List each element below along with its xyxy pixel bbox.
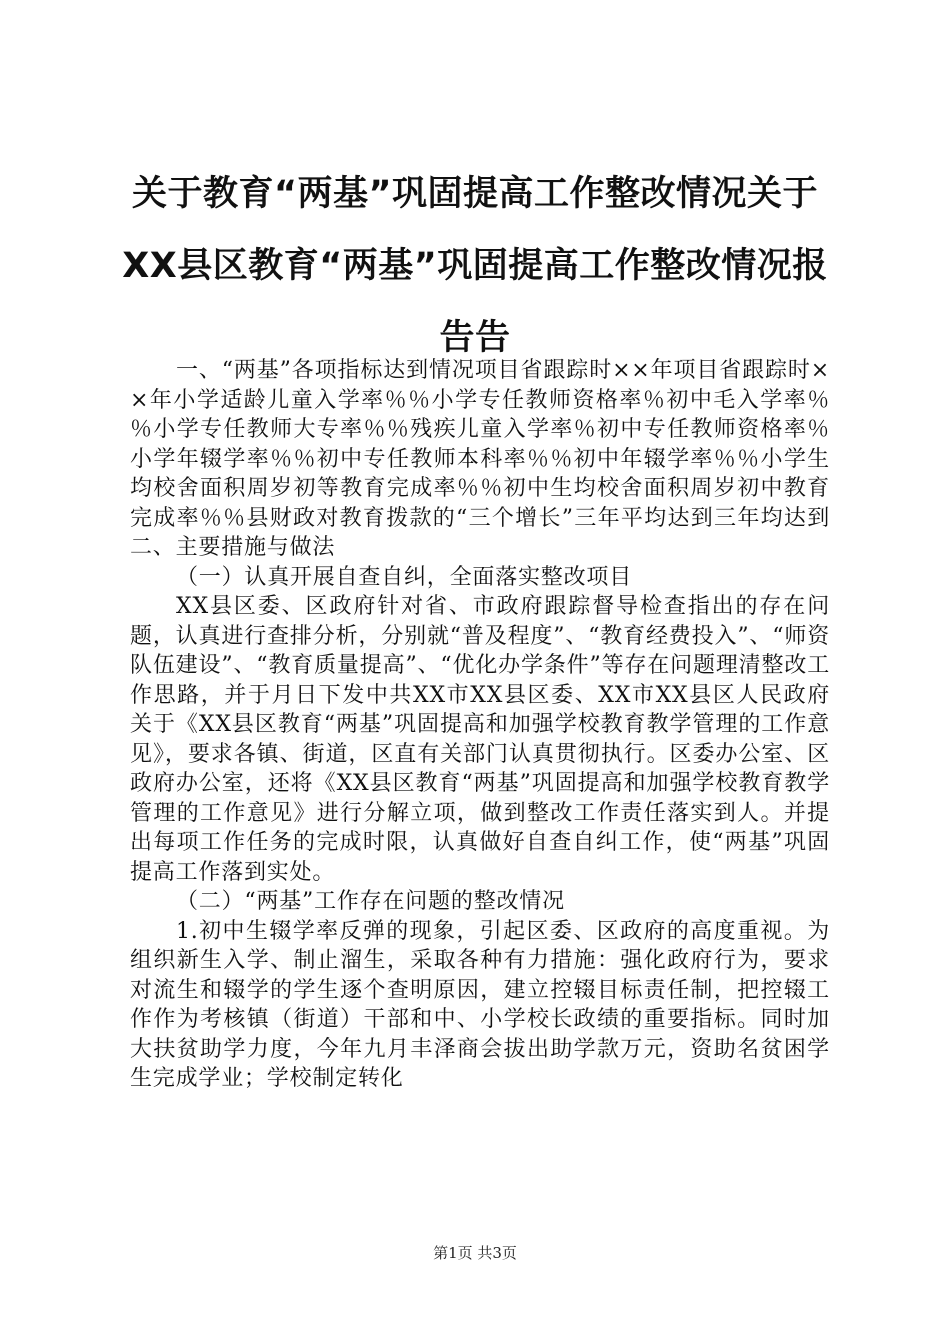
paragraph-indicators: 一、“两基”各项指标达到情况项目省跟踪时××年项目省跟踪时××年小学适龄儿童入学率％％小学专任教师资格率％初中毛入学率％％小学专任教师大专率％％残疾儿童入学率％初中专任教师资格率％小学年辍学率％％初中专任教师本科率％％初中年辍学率％％小学生均校舍面积周岁初等教育完成率％％初中生均校舍面积周岁初中教育完成率％％县财政对教育拨款的“三个增长”三年平均达到三年均达到二、主要措施与做法 — [130, 358, 830, 560]
document-title: 关于教育“两基”巩固提高工作整改情况关于XX县区教育“两基”巩固提高工作整改情况报告告 — [122, 174, 828, 358]
paragraph-self-inspection: XX县区委、区政府针对省、市政府跟踪督导检查指出的存在问题，认真进行查排分析，分别就“普及程度”、“教育经费投入”、“师资队伍建设”、“教育质量提高”、“优化办学条件”等存在问题理清整改工作思路，并于月日下发中共XX市XX县区委、XX市XX县区人民政府关于《XX县区教育“两基”巩固提高和加强学校教育教学管理的工作意见》，要求各镇、街道，区直有关部门认真贯彻执行。区委办公室、区政府办公室，还将《XX县区教育“两基”巩固提高和加强学校教育教学管理的工作意见》进行分解立项，做到整改工作责任落实到人。并提出每项工作任务的完成时限，认真做好自查自纠工作，使“两基”巩固提高工作落到实处。 — [130, 594, 830, 885]
paragraph-dropout: 1.初中生辍学率反弹的现象，引起区委、区政府的高度重视。为组织新生入学、制止溜生，采取各种有力措施：强化政府行为，要求对流生和辍学的学生逐个查明原因，建立控辍目标责任制，把控辍工作作为考核镇（街道）干部和中、小学校长政绩的重要指标。同时加大扶贫助学力度，今年九月丰泽商会拔出助学款万元，资助名贫困学生完成学业；学校制定转化 — [130, 918, 830, 1091]
document-body — [130, 356, 830, 1094]
section-heading-rectification: （二）“两基”工作存在问题的整改情况 — [176, 889, 565, 914]
section-heading-self-inspection: （一）认真开展自查自纠，全面落实整改项目 — [176, 564, 633, 590]
page-number-footer: 第1页 共3页 — [433, 1244, 517, 1262]
